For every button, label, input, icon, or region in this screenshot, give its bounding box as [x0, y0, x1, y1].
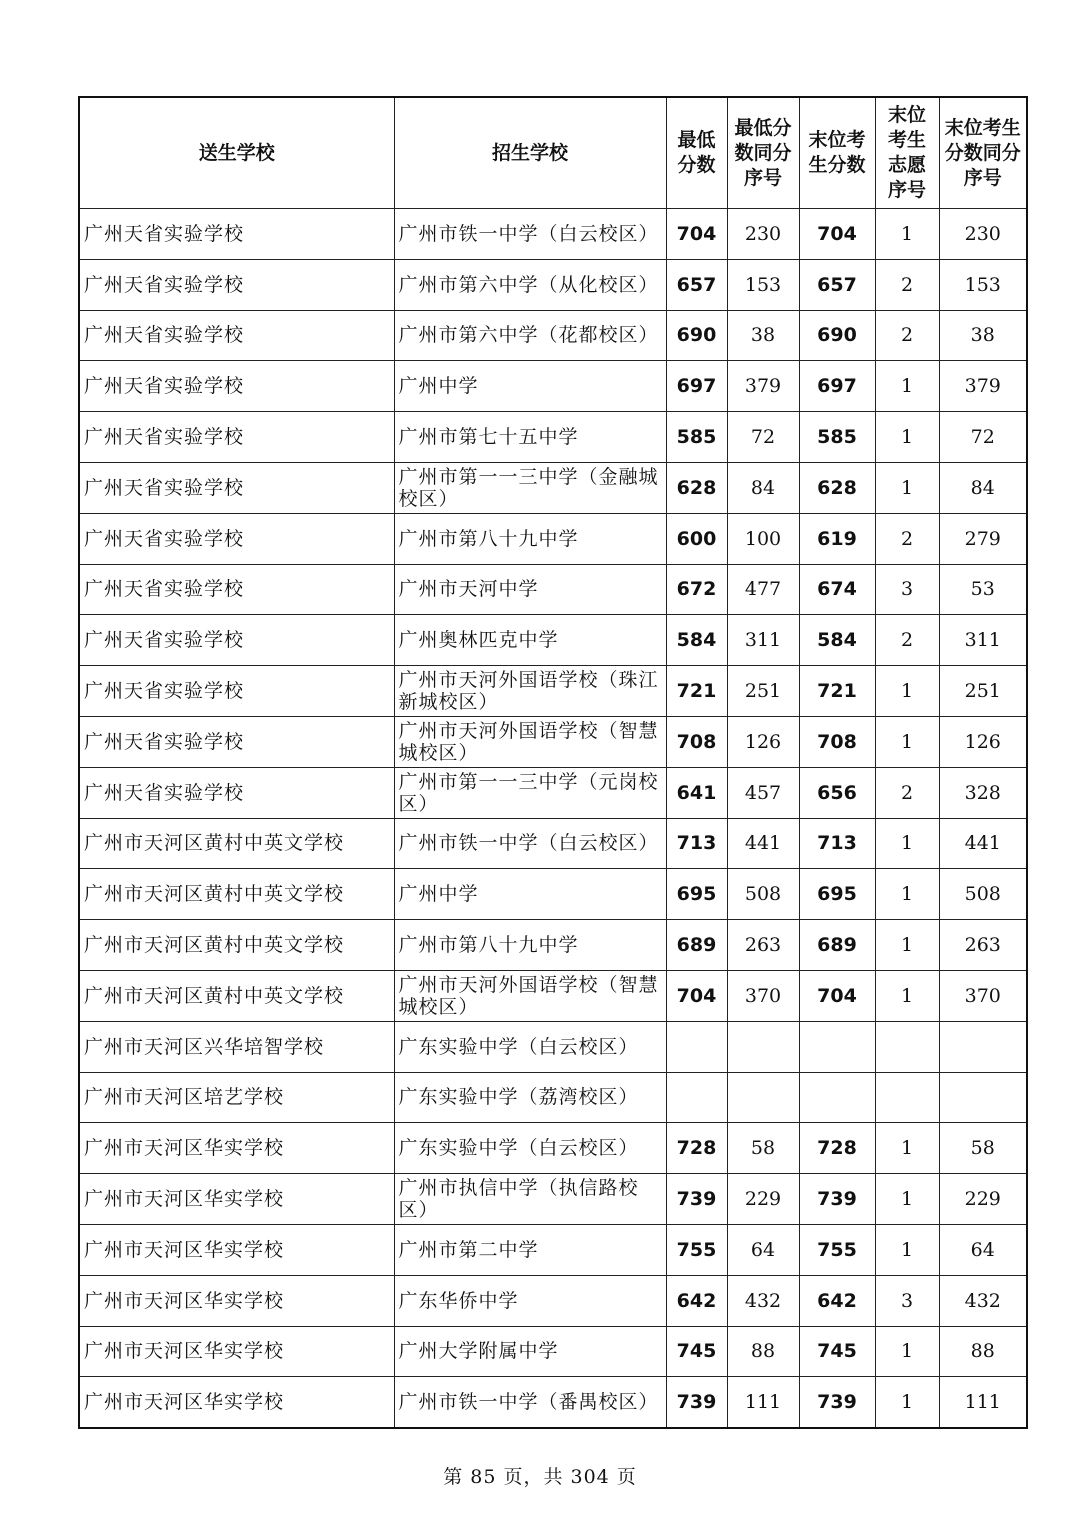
min-score-cell	[666, 1072, 727, 1123]
min-score-rank-cell: 230	[727, 209, 799, 260]
min-score-cell: 585	[666, 412, 727, 463]
last-preference-cell: 1	[875, 209, 939, 260]
min-score-cell: 584	[666, 615, 727, 666]
last-score-cell	[799, 1021, 875, 1072]
sender-school-cell: 广州天省实验学校	[79, 361, 394, 412]
last-rank-cell: 508	[939, 869, 1027, 920]
min-score-rank-cell: 379	[727, 361, 799, 412]
receiving-school-cell: 广东实验中学（白云校区）	[394, 1021, 666, 1072]
table-row	[79, 1224, 1027, 1275]
sender-school-cell: 广州市天河区华实学校	[79, 1377, 394, 1428]
sender-school-cell: 广州市天河区黄村中英文学校	[79, 920, 394, 971]
table-row	[79, 1123, 1027, 1174]
min-score-rank-cell	[727, 1072, 799, 1123]
header-last-student-score: 末位考 生分数	[799, 97, 875, 209]
receiving-school-cell: 广州市第六中学（从化校区）	[394, 259, 666, 310]
last-rank-cell: 88	[939, 1326, 1027, 1377]
last-preference-cell: 1	[875, 666, 939, 717]
last-preference-cell: 2	[875, 615, 939, 666]
header-last-student-preference: 末位 考生 志愿 序号	[875, 97, 939, 209]
receiving-school-cell: 广州中学	[394, 361, 666, 412]
table-row	[79, 361, 1027, 412]
last-rank-cell: 229	[939, 1174, 1027, 1225]
min-score-cell: 600	[666, 513, 727, 564]
last-score-cell: 745	[799, 1326, 875, 1377]
last-score-cell: 704	[799, 209, 875, 260]
min-score-cell: 755	[666, 1224, 727, 1275]
min-score-cell: 641	[666, 767, 727, 818]
last-preference-cell: 2	[875, 767, 939, 818]
table-row	[79, 1377, 1027, 1428]
min-score-cell: 672	[666, 564, 727, 615]
receiving-school-cell: 广东实验中学（荔湾校区）	[394, 1072, 666, 1123]
sender-school-cell: 广州市天河区黄村中英文学校	[79, 869, 394, 920]
sender-school-cell: 广州市天河区华实学校	[79, 1275, 394, 1326]
min-score-rank-cell: 88	[727, 1326, 799, 1377]
sender-school-cell: 广州天省实验学校	[79, 209, 394, 260]
last-rank-cell: 126	[939, 716, 1027, 767]
last-rank-cell: 328	[939, 767, 1027, 818]
min-score-cell: 690	[666, 310, 727, 361]
last-preference-cell: 3	[875, 564, 939, 615]
sender-school-cell: 广州市天河区兴华培智学校	[79, 1021, 394, 1072]
header-row	[79, 97, 1027, 209]
last-preference-cell	[875, 1021, 939, 1072]
receiving-school-cell: 广州市天河外国语学校（珠江新城校区）	[394, 666, 666, 717]
last-preference-cell: 3	[875, 1275, 939, 1326]
sender-school-cell: 广州天省实验学校	[79, 716, 394, 767]
last-preference-cell: 1	[875, 1174, 939, 1225]
last-rank-cell: 84	[939, 462, 1027, 513]
min-score-cell: 628	[666, 462, 727, 513]
min-score-cell: 657	[666, 259, 727, 310]
table-row	[79, 615, 1027, 666]
min-score-rank-cell: 84	[727, 462, 799, 513]
last-score-cell: 585	[799, 412, 875, 463]
last-rank-cell: 370	[939, 970, 1027, 1021]
last-preference-cell: 1	[875, 412, 939, 463]
receiving-school-cell: 广州市铁一中学（番禺校区）	[394, 1377, 666, 1428]
table-row	[79, 970, 1027, 1021]
table-body	[79, 209, 1027, 1429]
sender-school-cell: 广州天省实验学校	[79, 412, 394, 463]
receiving-school-cell: 广州大学附属中学	[394, 1326, 666, 1377]
min-score-cell: 642	[666, 1275, 727, 1326]
admission-table	[78, 96, 1028, 1429]
last-preference-cell: 1	[875, 970, 939, 1021]
sender-school-cell: 广州市天河区黄村中英文学校	[79, 970, 394, 1021]
last-rank-cell	[939, 1021, 1027, 1072]
last-score-cell	[799, 1072, 875, 1123]
page-footer: 第 85 页，共 304 页	[443, 1466, 637, 1488]
receiving-school-cell: 广州市第七十五中学	[394, 412, 666, 463]
min-score-cell: 721	[666, 666, 727, 717]
last-rank-cell: 38	[939, 310, 1027, 361]
table-row	[79, 1021, 1027, 1072]
sender-school-cell: 广州市天河区华实学校	[79, 1174, 394, 1225]
min-score-cell: 745	[666, 1326, 727, 1377]
last-preference-cell: 1	[875, 920, 939, 971]
table-row	[79, 513, 1027, 564]
min-score-rank-cell: 111	[727, 1377, 799, 1428]
min-score-rank-cell: 441	[727, 818, 799, 869]
receiving-school-cell: 广州市天河中学	[394, 564, 666, 615]
table-row	[79, 462, 1027, 513]
table-row	[79, 564, 1027, 615]
last-rank-cell: 230	[939, 209, 1027, 260]
table-row	[79, 1174, 1027, 1225]
last-rank-cell: 279	[939, 513, 1027, 564]
sender-school-cell: 广州天省实验学校	[79, 666, 394, 717]
last-preference-cell: 2	[875, 310, 939, 361]
table-row	[79, 818, 1027, 869]
sender-school-cell: 广州天省实验学校	[79, 564, 394, 615]
last-rank-cell: 153	[939, 259, 1027, 310]
last-preference-cell: 1	[875, 716, 939, 767]
min-score-rank-cell: 263	[727, 920, 799, 971]
last-score-cell: 695	[799, 869, 875, 920]
sender-school-cell: 广州天省实验学校	[79, 513, 394, 564]
table-row	[79, 310, 1027, 361]
last-preference-cell	[875, 1072, 939, 1123]
min-score-rank-cell: 153	[727, 259, 799, 310]
header-receiving-school: 招生学校	[394, 97, 666, 209]
min-score-rank-cell: 58	[727, 1123, 799, 1174]
min-score-rank-cell: 477	[727, 564, 799, 615]
receiving-school-cell: 广州市铁一中学（白云校区）	[394, 818, 666, 869]
last-rank-cell: 251	[939, 666, 1027, 717]
last-score-cell: 721	[799, 666, 875, 717]
min-score-cell: 704	[666, 970, 727, 1021]
min-score-cell: 697	[666, 361, 727, 412]
table-row	[79, 666, 1027, 717]
receiving-school-cell: 广州市第八十九中学	[394, 920, 666, 971]
table-row	[79, 767, 1027, 818]
last-rank-cell	[939, 1072, 1027, 1123]
header-min-score-rank: 最低分 数同分 序号	[727, 97, 799, 209]
table-row	[79, 869, 1027, 920]
min-score-rank-cell: 508	[727, 869, 799, 920]
last-score-cell: 689	[799, 920, 875, 971]
last-preference-cell: 1	[875, 361, 939, 412]
receiving-school-cell: 广州市第一一三中学（金融城校区）	[394, 462, 666, 513]
min-score-rank-cell: 64	[727, 1224, 799, 1275]
receiving-school-cell: 广州市铁一中学（白云校区）	[394, 209, 666, 260]
table-row	[79, 209, 1027, 260]
last-rank-cell: 432	[939, 1275, 1027, 1326]
last-rank-cell: 111	[939, 1377, 1027, 1428]
min-score-rank-cell: 432	[727, 1275, 799, 1326]
last-score-cell: 674	[799, 564, 875, 615]
receiving-school-cell: 广州市执信中学（执信路校区）	[394, 1174, 666, 1225]
receiving-school-cell: 广州市第八十九中学	[394, 513, 666, 564]
receiving-school-cell: 广州市第二中学	[394, 1224, 666, 1275]
min-score-rank-cell: 100	[727, 513, 799, 564]
header-sender-school: 送生学校	[79, 97, 394, 209]
min-score-cell: 695	[666, 869, 727, 920]
last-preference-cell: 1	[875, 462, 939, 513]
header-min-score: 最低 分数	[666, 97, 727, 209]
last-rank-cell: 441	[939, 818, 1027, 869]
last-score-cell: 690	[799, 310, 875, 361]
receiving-school-cell: 广州市第六中学（花都校区）	[394, 310, 666, 361]
min-score-rank-cell: 72	[727, 412, 799, 463]
last-score-cell: 584	[799, 615, 875, 666]
table-row	[79, 1275, 1027, 1326]
table-row	[79, 1326, 1027, 1377]
last-preference-cell: 2	[875, 259, 939, 310]
receiving-school-cell: 广东实验中学（白云校区）	[394, 1123, 666, 1174]
last-score-cell: 628	[799, 462, 875, 513]
last-preference-cell: 1	[875, 869, 939, 920]
sender-school-cell: 广州市天河区培艺学校	[79, 1072, 394, 1123]
min-score-cell: 704	[666, 209, 727, 260]
last-rank-cell: 379	[939, 361, 1027, 412]
sender-school-cell: 广州天省实验学校	[79, 310, 394, 361]
min-score-rank-cell: 457	[727, 767, 799, 818]
last-score-cell: 739	[799, 1174, 875, 1225]
receiving-school-cell: 广东华侨中学	[394, 1275, 666, 1326]
min-score-cell: 708	[666, 716, 727, 767]
last-rank-cell: 311	[939, 615, 1027, 666]
last-rank-cell: 263	[939, 920, 1027, 971]
last-score-cell: 728	[799, 1123, 875, 1174]
last-score-cell: 656	[799, 767, 875, 818]
last-preference-cell: 1	[875, 1377, 939, 1428]
sender-school-cell: 广州市天河区华实学校	[79, 1123, 394, 1174]
last-score-cell: 697	[799, 361, 875, 412]
min-score-cell	[666, 1021, 727, 1072]
table-row	[79, 920, 1027, 971]
sender-school-cell: 广州市天河区华实学校	[79, 1224, 394, 1275]
min-score-cell: 713	[666, 818, 727, 869]
min-score-rank-cell: 38	[727, 310, 799, 361]
receiving-school-cell: 广州市天河外国语学校（智慧城校区）	[394, 716, 666, 767]
last-score-cell: 704	[799, 970, 875, 1021]
min-score-cell: 689	[666, 920, 727, 971]
last-rank-cell: 58	[939, 1123, 1027, 1174]
last-score-cell: 619	[799, 513, 875, 564]
min-score-cell: 728	[666, 1123, 727, 1174]
table-row	[79, 412, 1027, 463]
last-rank-cell: 72	[939, 412, 1027, 463]
last-score-cell: 708	[799, 716, 875, 767]
sender-school-cell: 广州天省实验学校	[79, 615, 394, 666]
sender-school-cell: 广州市天河区华实学校	[79, 1326, 394, 1377]
table-row	[79, 259, 1027, 310]
sender-school-cell: 广州天省实验学校	[79, 462, 394, 513]
last-preference-cell: 1	[875, 1224, 939, 1275]
table-row	[79, 1072, 1027, 1123]
min-score-rank-cell: 370	[727, 970, 799, 1021]
min-score-rank-cell: 126	[727, 716, 799, 767]
min-score-cell: 739	[666, 1377, 727, 1428]
sender-school-cell: 广州天省实验学校	[79, 259, 394, 310]
min-score-cell: 739	[666, 1174, 727, 1225]
last-score-cell: 642	[799, 1275, 875, 1326]
receiving-school-cell: 广州奥林匹克中学	[394, 615, 666, 666]
last-score-cell: 657	[799, 259, 875, 310]
min-score-rank-cell: 229	[727, 1174, 799, 1225]
last-score-cell: 739	[799, 1377, 875, 1428]
receiving-school-cell: 广州市天河外国语学校（智慧城校区）	[394, 970, 666, 1021]
min-score-rank-cell: 311	[727, 615, 799, 666]
last-score-cell: 755	[799, 1224, 875, 1275]
last-preference-cell: 1	[875, 1123, 939, 1174]
sender-school-cell: 广州天省实验学校	[79, 767, 394, 818]
min-score-rank-cell: 251	[727, 666, 799, 717]
min-score-rank-cell	[727, 1021, 799, 1072]
last-rank-cell: 53	[939, 564, 1027, 615]
table-row	[79, 716, 1027, 767]
sender-school-cell: 广州市天河区黄村中英文学校	[79, 818, 394, 869]
last-preference-cell: 1	[875, 818, 939, 869]
admission-table-container	[78, 96, 1026, 1429]
last-rank-cell: 64	[939, 1224, 1027, 1275]
receiving-school-cell: 广州中学	[394, 869, 666, 920]
last-preference-cell: 2	[875, 513, 939, 564]
last-preference-cell: 1	[875, 1326, 939, 1377]
header-last-student-rank: 末位考生 分数同分 序号	[939, 97, 1027, 209]
receiving-school-cell: 广州市第一一三中学（元岗校区）	[394, 767, 666, 818]
last-score-cell: 713	[799, 818, 875, 869]
